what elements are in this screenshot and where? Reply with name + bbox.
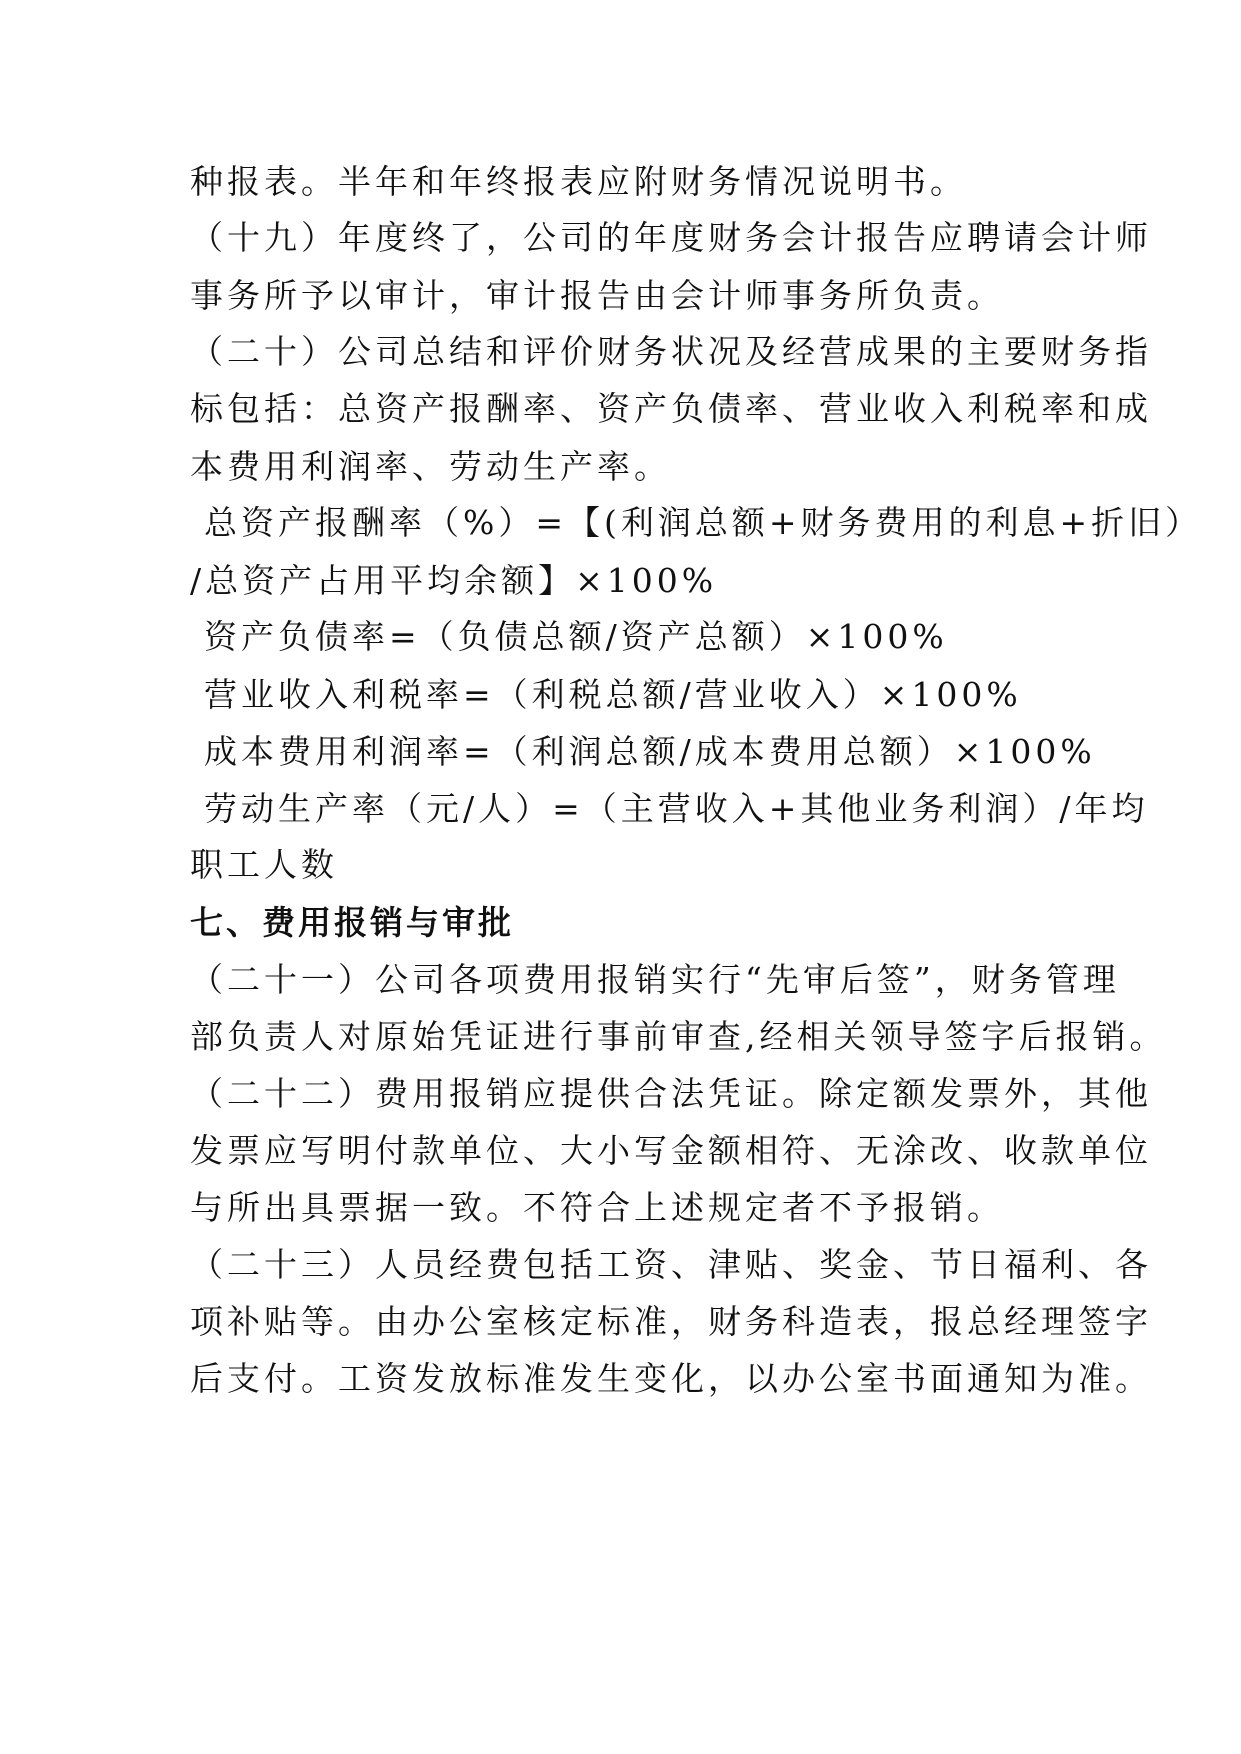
text-line: （二十）公司总结和评价财务状况及经营成果的主要财务指 <box>190 332 1152 371</box>
section-heading: 七、费用报销与审批 <box>190 903 514 942</box>
formula-line: 成本费用利润率=（利润总额/成本费用总额）×100% <box>204 732 1096 771</box>
formula-line: 资产负债率=（负债总额/资产总额）×100% <box>204 617 948 656</box>
text-line: 标包括：总资产报酬率、资产负债率、营业收入利税率和成 <box>190 389 1152 428</box>
text-line: 与所出具票据一致。不符合上述规定者不予报销。 <box>190 1188 1004 1227</box>
text-line: 后支付。工资发放标准发生变化，以办公室书面通知为准。 <box>190 1359 1152 1398</box>
text-line: （二十二）费用报销应提供合法凭证。除定额发票外，其他 <box>190 1074 1152 1113</box>
text-line: 项补贴等。由办公室核定标准，财务科造表，报总经理签字 <box>190 1302 1152 1341</box>
text-line: 事务所予以审计，审计报告由会计师事务所负责。 <box>190 276 1004 315</box>
text-line: 发票应写明付款单位、大小写金额相符、无涂改、收款单位 <box>190 1131 1152 1170</box>
text-line: （二十三）人员经费包括工资、津贴、奖金、节日福利、各 <box>190 1245 1152 1284</box>
text-line: 种报表。半年和年终报表应附财务情况说明书。 <box>190 162 967 201</box>
formula-line: 总资产报酬率（%）=【(利润总额+财务费用的利息+折旧） <box>204 503 1203 542</box>
formula-line: 营业收入利税率=（利税总额/营业收入）×100% <box>204 675 1022 714</box>
text-line: （二十一）公司各项费用报销实行“先审后签”，财务管理 <box>190 960 1120 999</box>
formula-line: /总资产占用平均余额】×100% <box>190 561 718 600</box>
text-line: 部负责人对原始凭证进行事前审查,经相关领导签字后报销。 <box>190 1017 1167 1056</box>
formula-line: 劳动生产率（元/人）=（主营收入+其他业务利润）/年均 <box>204 789 1149 828</box>
text-line: （十九）年度终了，公司的年度财务会计报告应聘请会计师 <box>190 218 1152 257</box>
text-line: 本费用利润率、劳动生产率。 <box>190 447 671 486</box>
formula-line: 职工人数 <box>190 845 338 884</box>
